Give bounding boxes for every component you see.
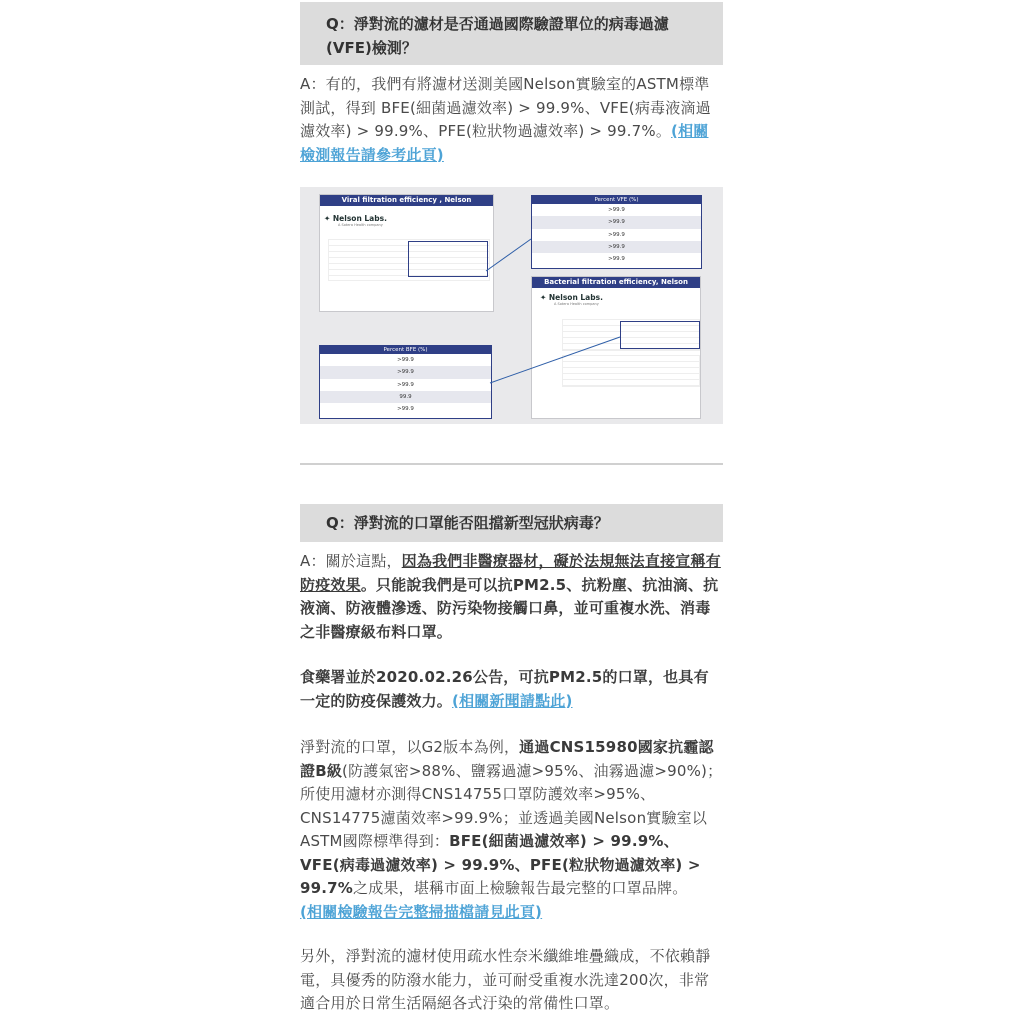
faq-question-vfe [300,2,723,65]
vfe-report-title: Viral filtration efficiency , Nelson [320,195,493,206]
bfe-row: >99.9 [397,406,414,413]
logo-subtitle: A Sotera Health company [338,223,383,227]
vfe-row: >99.9 [532,216,701,228]
vfe-row: >99.9 [608,231,625,238]
answer-paragraph-2: 食藥署並於2020.02.26公告，可抗PM2.5的口罩，也具有一定的防疫保護效力。(相關新聞請點此) [300,668,709,710]
answer-paragraph-3: 淨對流的口罩，以G2版本為例，通過CNS15980國家抗霾認證B級(防護氣密>88%、鹽霧過濾>95%、油霧過濾>90%)；所使用濾材亦測得CNS14755口罩防護效率>95%、CNS14775濾菌效率>99.9%；並透過美國Nelson實驗室以ASTM國際標準得到：BFE(細菌過濾效率) > 99.9%、VFE(病毒過濾效率) > 99.9%、PFE(粒狀物過濾效率) > 99.7%之成果，堪稱市面上檢驗報告最完整的口罩品牌。 (相關檢驗報告完整掃描檔請見此頁) [300,738,723,921]
news-link[interactable]: (相關新聞請點此) [452,691,573,710]
section-divider [300,463,723,465]
question-text: Q：淨對流的濾材是否通過國際驗證單位的病毒過濾(VFE)檢測？ [326,15,669,57]
bfe-row: 99.9 [320,391,491,403]
nelson-logo-2: ✦ Nelson Labs. [540,293,603,302]
bfe-report-title: Bacterial filtration efficiency, Nelson [532,277,700,288]
full-report-link[interactable]: (相關檢驗報告完整掃描檔請見此頁) [300,902,543,921]
report-link[interactable]: (相關檢測報告請參考此頁) [300,122,709,164]
vfe-row: >99.9 [532,241,701,253]
vfe-row: >99.9 [608,256,625,263]
nelson-logo: ✦ Nelson Labs. [324,214,387,223]
faq-answer-vfe: A：有的，我們有將濾材送測美國Nelson實驗室的ASTM標準測試，得到 BFE(細菌過濾效率) > 99.9%、VFE(病毒液滴過濾效率) > 99.9%、PFE(粒狀物過濾效率) > 99.7%。(相關檢測報告請參考此頁) [300,75,711,164]
logo-subtitle-2: A Sotera Health company [554,302,599,306]
vfe-row: >99.9 [608,207,625,213]
bfe-row: >99.9 [320,366,491,378]
faq-question-covid [300,504,723,542]
nelson-report-image [300,187,723,424]
connector-lines [300,187,723,424]
answer-paragraph-4: 另外，淨對流的濾材使用疏水性奈米纖維堆疊織成，不依賴靜電，具優秀的防潑水能力，並可耐受重複水洗達200次，非常適合用於日常生活隔絕各式汙染的常備性口罩。 [300,947,711,1012]
answer-paragraph-1: A：關於這點，因為我們非醫療器材，礙於法規無法直接宣稱有防疫效果。只能說我們是可以抗PM2.5、抗粉塵、抗油滴、抗液滴、防液體滲透、防污染物接觸口鼻，並可重複水洗、消毒之非醫療級布料口罩。 [300,552,721,641]
disclaimer-text: 因為我們非醫療器材，礙於法規無法直接宣稱有防疫效果 [300,552,721,594]
bfe-table-header: Percent BFE (%) [320,346,491,354]
bfe-row: >99.9 [397,381,414,388]
vfe-table-header: Percent VFE (%) [532,196,701,204]
question-text: Q：淨對流的口罩能否阻擋新型冠狀病毒？ [326,514,609,532]
bfe-row: >99.9 [397,357,414,363]
